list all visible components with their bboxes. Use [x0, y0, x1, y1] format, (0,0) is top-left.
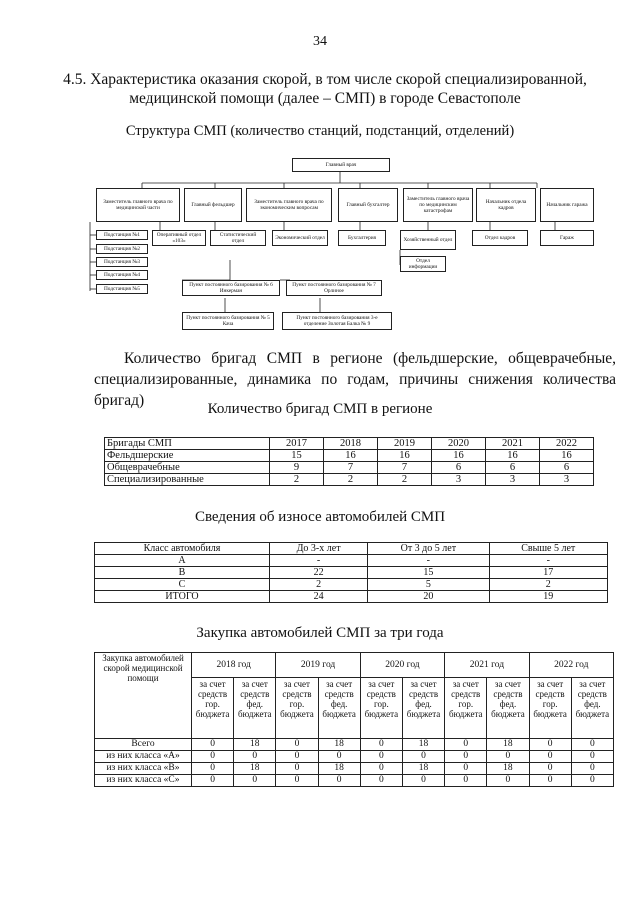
table-cell: 0 [360, 751, 402, 763]
table-cell: 0 [360, 763, 402, 775]
table-subheader-cell: за счет средств гор. бюджета [192, 678, 234, 739]
org-box-household-label: Хозяйственный отдел [403, 237, 453, 243]
table-cell: 20 [368, 591, 489, 603]
table-cell: - [489, 555, 608, 567]
org-box-substation-2-label: Подстанция №2 [103, 246, 141, 252]
table-header-cell: 2021 [486, 438, 540, 450]
table-cell: 0 [571, 739, 613, 751]
table-cell: 0 [318, 751, 360, 763]
table-cell: 6 [540, 462, 594, 474]
table-year-header: 2021 год [445, 653, 529, 678]
table-cell: 2 [324, 474, 378, 486]
table-cell: 18 [402, 739, 444, 751]
brigades-paragraph-line-1: Количество бригад СМП в регионе (фельдшерские, общеврачебные, [124, 350, 616, 367]
table-cell: 0 [445, 775, 487, 787]
table-cell: 0 [529, 751, 571, 763]
org-box-statistical [210, 230, 266, 246]
org-box-statistical-label: Статистический отдел [219, 232, 257, 244]
table-header-row [105, 438, 594, 450]
brigades-paragraph-line-2: специализированные, динамика по годам, причины снижения количества [94, 371, 616, 388]
table-row [95, 555, 608, 567]
table-header-row [95, 653, 614, 678]
table-cell: 18 [402, 763, 444, 775]
brigades-paragraph-line-3: бригад) [94, 392, 145, 409]
table-cell: 17 [489, 567, 608, 579]
table-cell: 0 [445, 763, 487, 775]
table-row [95, 763, 614, 775]
org-box-head-garage [540, 188, 594, 222]
org-box-substation-1-label: Подстанция №1 [103, 232, 141, 238]
table-cell: 7 [324, 462, 378, 474]
table-row [95, 579, 608, 591]
table-cell: 0 [360, 739, 402, 751]
table-subheader-cell: за счет средств фед. бюджета [402, 678, 444, 739]
page-number: 34 [313, 34, 327, 49]
org-box-post-6 [182, 280, 280, 296]
table-row [105, 474, 594, 486]
org-box-chief-doctor [292, 158, 390, 172]
table-cell: 7 [378, 462, 432, 474]
org-box-hr-dept-label: Отдел кадров [484, 235, 516, 241]
table-cell: 3 [432, 474, 486, 486]
table-cell: 3 [540, 474, 594, 486]
table-cell: 0 [360, 775, 402, 787]
wear-table-title: Сведения об износе автомобилей СМП [194, 509, 446, 525]
org-box-accounting [338, 230, 386, 246]
table-cell: 0 [529, 775, 571, 787]
table-cell: Фельдшерские [105, 450, 270, 462]
table-cell: 0 [571, 763, 613, 775]
table-cell: 3 [486, 474, 540, 486]
table-cell: 2 [270, 579, 368, 591]
table-cell: 0 [192, 751, 234, 763]
table-cell: 16 [324, 450, 378, 462]
table-cell: 19 [489, 591, 608, 603]
table-row [105, 450, 594, 462]
table-row [105, 462, 594, 474]
table-subheader-cell: за счет средств гор. бюджета [276, 678, 318, 739]
table-cell: Общеврачебные [105, 462, 270, 474]
table-cell: 18 [487, 739, 529, 751]
table-cell: 5 [368, 579, 489, 591]
table-cell: 18 [487, 763, 529, 775]
section-title-line-1: 4.5. Характеристика оказания скорой, в том числе скорой специализированной, [63, 71, 587, 88]
org-box-post-7-label: Пункт постоянного базирования № 7 Орлиное [292, 282, 376, 294]
table-header-cell: Свыше 5 лет [489, 543, 608, 555]
table-header-row [95, 543, 608, 555]
org-box-deputy-disasters [403, 188, 473, 222]
org-box-substation-2 [96, 244, 148, 254]
table-corner-cell: Закупка автомобилей скорой медицинской помощи [95, 653, 192, 739]
table-header-cell: 2019 [378, 438, 432, 450]
org-box-chief-doctor-label: Главный врач [325, 162, 357, 168]
table-header-cell: 2018 [324, 438, 378, 450]
org-box-post-6-label: Пункт постоянного базирования № 6 Инкерман [189, 282, 273, 294]
org-box-post-7 [286, 280, 382, 296]
org-box-garage [540, 230, 594, 246]
org-box-hr-dept [472, 230, 528, 246]
org-box-head-garage-label: Начальник гаража [546, 202, 588, 208]
table-cell: 22 [270, 567, 368, 579]
table-year-header: 2018 год [192, 653, 276, 678]
table-header-cell: Класс автомобиля [95, 543, 270, 555]
brigades-table-title: Количество бригад СМП в регионе [207, 401, 433, 417]
org-box-head-hr-label: Начальник отдела кадров [485, 199, 527, 211]
org-box-deputy-medical [96, 188, 180, 222]
table-header-cell: Бригады СМП [105, 438, 270, 450]
org-box-info [400, 256, 446, 272]
purchase-table-title: Закупка автомобилей СМП за три года [196, 625, 444, 641]
org-box-operational-label: Оперативный отдел «103» [156, 232, 202, 244]
table-row [95, 751, 614, 763]
table-cell: 0 [487, 751, 529, 763]
org-box-deputy-economic-label: Заместитель главного врача по экономическим вопросам [254, 199, 324, 211]
table-cell: 16 [540, 450, 594, 462]
table-header-cell: До 3-х лет [270, 543, 368, 555]
org-box-post-9 [282, 312, 392, 330]
table-subheader-cell: за счет средств фед. бюджета [487, 678, 529, 739]
table-cell: 2 [378, 474, 432, 486]
table-cell: 15 [368, 567, 489, 579]
org-box-deputy-economic [246, 188, 332, 222]
table-cell: 24 [270, 591, 368, 603]
table-row [95, 591, 608, 603]
org-box-post-5-label: Пункт постоянного базирования № 5 Кача [186, 315, 270, 327]
table-cell: С [95, 579, 270, 591]
org-box-post-5 [182, 312, 274, 330]
table-cell: В [95, 567, 270, 579]
org-box-deputy-disasters-label: Заместитель главного врача по медицинским катастрофам [406, 196, 470, 214]
org-box-substation-5 [96, 284, 148, 294]
table-cell: 16 [486, 450, 540, 462]
table-subheader-cell: за счет средств гор. бюджета [445, 678, 487, 739]
org-box-chief-paramedic [184, 188, 242, 222]
section-title-line-2: медицинской помощи (далее – СМП) в городе Севастополе [129, 90, 521, 107]
table-cell: 18 [234, 763, 276, 775]
table-row [95, 739, 614, 751]
table-cell: 0 [529, 739, 571, 751]
org-box-accounting-label: Бухгалтерия [347, 235, 376, 241]
table-row-label: Всего [95, 739, 192, 751]
table-cell: 0 [192, 775, 234, 787]
table-cell: 18 [318, 763, 360, 775]
org-box-deputy-medical-label: Заместитель главного врача по медицинской части [103, 199, 173, 211]
table-cell: ИТОГО [95, 591, 270, 603]
table-cell: А [95, 555, 270, 567]
table-cell: 0 [571, 751, 613, 763]
table-cell: 0 [445, 751, 487, 763]
table-cell: 0 [571, 775, 613, 787]
table-cell: 0 [192, 763, 234, 775]
table-subheader-cell: за счет средств гор. бюджета [529, 678, 571, 739]
table-cell: 0 [276, 751, 318, 763]
table-subheader-cell: за счет средств фед. бюджета [234, 678, 276, 739]
org-chart [60, 150, 620, 340]
table-cell: 0 [318, 775, 360, 787]
table-cell: 9 [270, 462, 324, 474]
org-box-household [400, 230, 456, 250]
table-cell: 0 [445, 739, 487, 751]
table-cell: - [368, 555, 489, 567]
table-row-label: из них класса «А» [95, 751, 192, 763]
table-cell: 6 [432, 462, 486, 474]
table-year-header: 2019 год [276, 653, 360, 678]
org-box-chief-paramedic-label: Главный фельдшер [191, 202, 235, 208]
org-box-substation-4-label: Подстанция №4 [103, 272, 141, 278]
table-cell: 18 [318, 739, 360, 751]
table-header-cell: 2020 [432, 438, 486, 450]
table-cell: 16 [378, 450, 432, 462]
table-cell: 18 [234, 739, 276, 751]
table-header-cell: От 3 до 5 лет [368, 543, 489, 555]
table-row [95, 567, 608, 579]
org-box-substation-5-label: Подстанция №5 [103, 286, 141, 292]
table-cell: 2 [489, 579, 608, 591]
table-year-header: 2022 год [529, 653, 613, 678]
org-box-head-hr [476, 188, 536, 222]
table-cell: 0 [402, 751, 444, 763]
table-cell: 0 [487, 775, 529, 787]
org-box-info-label: Отдел информации [408, 258, 438, 270]
org-box-economic-label: Экономический отдел [275, 235, 325, 241]
table-cell: 15 [270, 450, 324, 462]
org-box-operational [152, 230, 206, 246]
org-box-economic [272, 230, 328, 246]
table-cell: 0 [276, 739, 318, 751]
org-box-substation-3 [96, 257, 148, 267]
org-box-post-9-label: Пункт постоянного базирования 3-е отделение Золотая Балка № 9 [296, 315, 378, 327]
table-row-label: из них класса «С» [95, 775, 192, 787]
table-cell: 6 [486, 462, 540, 474]
table-year-header: 2020 год [360, 653, 444, 678]
org-chart-title: Структура СМП (количество станций, подстанций, отделений) [125, 123, 515, 139]
purchase-table [94, 652, 614, 787]
brigades-table [104, 437, 594, 486]
table-cell: 0 [234, 775, 276, 787]
table-cell: 0 [192, 739, 234, 751]
table-header-cell: 2022 [540, 438, 594, 450]
table-cell: 0 [276, 775, 318, 787]
org-box-substation-3-label: Подстанция №3 [103, 259, 141, 265]
table-cell: 0 [276, 763, 318, 775]
table-cell: - [270, 555, 368, 567]
org-box-substation-4 [96, 270, 148, 280]
table-subheader-cell: за счет средств фед. бюджета [571, 678, 613, 739]
table-cell: 0 [529, 763, 571, 775]
table-cell: 16 [432, 450, 486, 462]
table-row-label: из них класса «В» [95, 763, 192, 775]
org-box-chief-accountant [338, 188, 398, 222]
table-cell: 0 [234, 751, 276, 763]
wear-table [94, 542, 608, 603]
table-cell: 2 [270, 474, 324, 486]
table-cell: 0 [402, 775, 444, 787]
table-cell: Специализированные [105, 474, 270, 486]
table-row [95, 775, 614, 787]
table-header-cell: 2017 [270, 438, 324, 450]
org-box-substation-1 [96, 230, 148, 240]
table-subheader-cell: за счет средств гор. бюджета [360, 678, 402, 739]
org-box-chief-accountant-label: Главный бухгалтер [346, 202, 390, 208]
table-subheader-cell: за счет средств фед. бюджета [318, 678, 360, 739]
section-title [60, 70, 590, 108]
org-box-garage-label: Гараж [560, 235, 574, 241]
